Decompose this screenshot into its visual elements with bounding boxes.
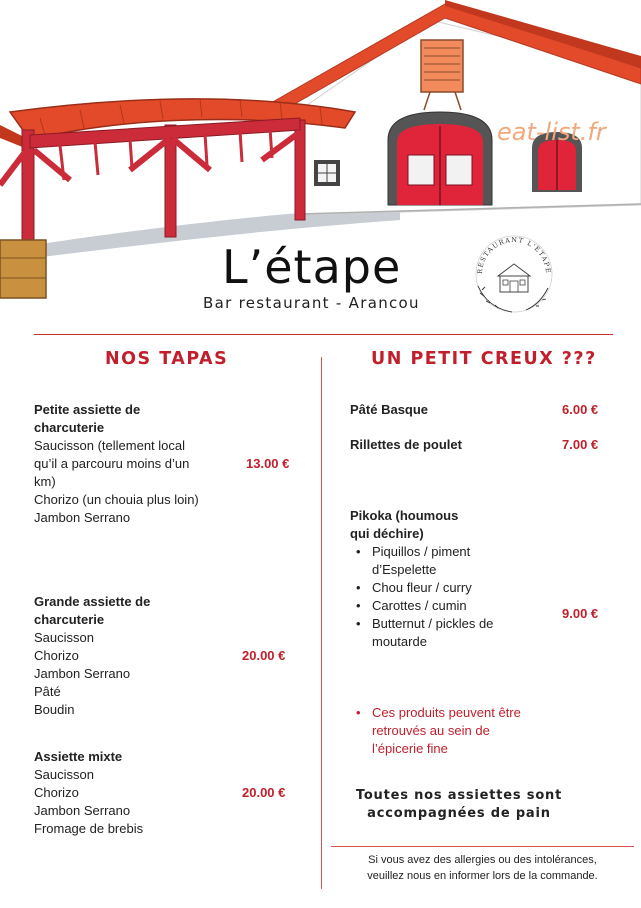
item-detail: Boudin — [34, 702, 75, 717]
item-name-line: charcuterie — [34, 420, 105, 435]
item-name-line: charcuterie — [34, 612, 105, 627]
item-detail: qu’il a parcouru moins d’un — [34, 456, 190, 471]
item-name-line: Petite assiette de — [34, 402, 141, 417]
pikoka-options-list — [350, 543, 550, 651]
menu-item-rillettes: Rillettes de poulet — [350, 437, 462, 452]
item-detail: Jambon Serrano — [34, 510, 131, 525]
item-detail: Saucisson — [34, 630, 94, 645]
item-detail: Chorizo — [34, 785, 79, 800]
restaurant-subtitle: Bar restaurant - Arancou — [203, 294, 420, 312]
creux-section-title: UN PETIT CREUX ??? — [371, 349, 597, 369]
list-item: • Carottes / cumin — [350, 597, 550, 615]
item-detail: Chorizo — [34, 648, 79, 663]
item-detail: Jambon Serrano — [34, 803, 131, 818]
epicerie-note: • Ces produits peuvent être retrouvés au sein de l’épicerie fine — [356, 705, 521, 756]
tapas-section-title: NOS TAPAS — [105, 349, 229, 369]
column-divider — [321, 357, 322, 889]
footer-divider — [331, 846, 634, 847]
restaurant-logo — [468, 226, 560, 318]
list-item: • Piquillos / piment d’Espelette — [350, 543, 550, 579]
restaurant-title: L’étape — [222, 240, 402, 294]
item-name-line: qui déchire) — [350, 526, 424, 541]
svg-text:RESTAURANT L'ETAPE — [476, 236, 552, 274]
item-detail: Saucisson — [34, 767, 94, 782]
price-pikoka: 9.00 € — [562, 606, 599, 621]
header-divider — [34, 334, 613, 335]
item-detail: Pâté — [34, 684, 61, 699]
menu-item-grande-assiette — [34, 593, 234, 719]
item-detail: Jambon Serrano — [34, 666, 131, 681]
item-detail: Fromage de brebis — [34, 821, 144, 836]
item-detail: Chorizo (un chouia plus loin) — [34, 492, 199, 507]
price-pate-basque: 6.00 € — [562, 402, 599, 417]
item-detail: Saucisson (tellement local — [34, 438, 186, 453]
item-name-line: Assiette mixte — [34, 749, 123, 764]
item-name-line: Pikoka (houmous — [350, 508, 459, 523]
watermark-text: eat-list.fr — [497, 118, 606, 146]
price-assiette-mixte: 20.00 € — [242, 785, 286, 800]
price-rillettes: 7.00 € — [562, 437, 599, 452]
list-item: • Chou fleur / curry — [350, 579, 550, 597]
allergy-notice: Si vous avez des allergies ou des intolérances, veuillez nous en informer lors de la commande. — [367, 854, 598, 882]
menu-item-pate-basque: Pâté Basque — [350, 402, 429, 417]
item-detail: km) — [34, 474, 56, 489]
price-grande-assiette: 20.00 € — [242, 648, 286, 663]
logo-text: RESTAURANT L'ETAPE — [475, 235, 553, 275]
price-petite-assiette: 13.00 € — [246, 456, 290, 471]
menu-item-petite-assiette — [34, 401, 234, 527]
menu-item-assiette-mixte — [34, 748, 234, 838]
bread-note: Toutes nos assiettes sont accompagnées de pain — [355, 788, 563, 821]
list-item: • Butternut / pickles de moutarde — [350, 615, 550, 651]
menu-item-pikoka — [350, 507, 458, 543]
item-name-line: Grande assiette de — [34, 594, 151, 609]
note-bullet: • — [356, 705, 361, 720]
